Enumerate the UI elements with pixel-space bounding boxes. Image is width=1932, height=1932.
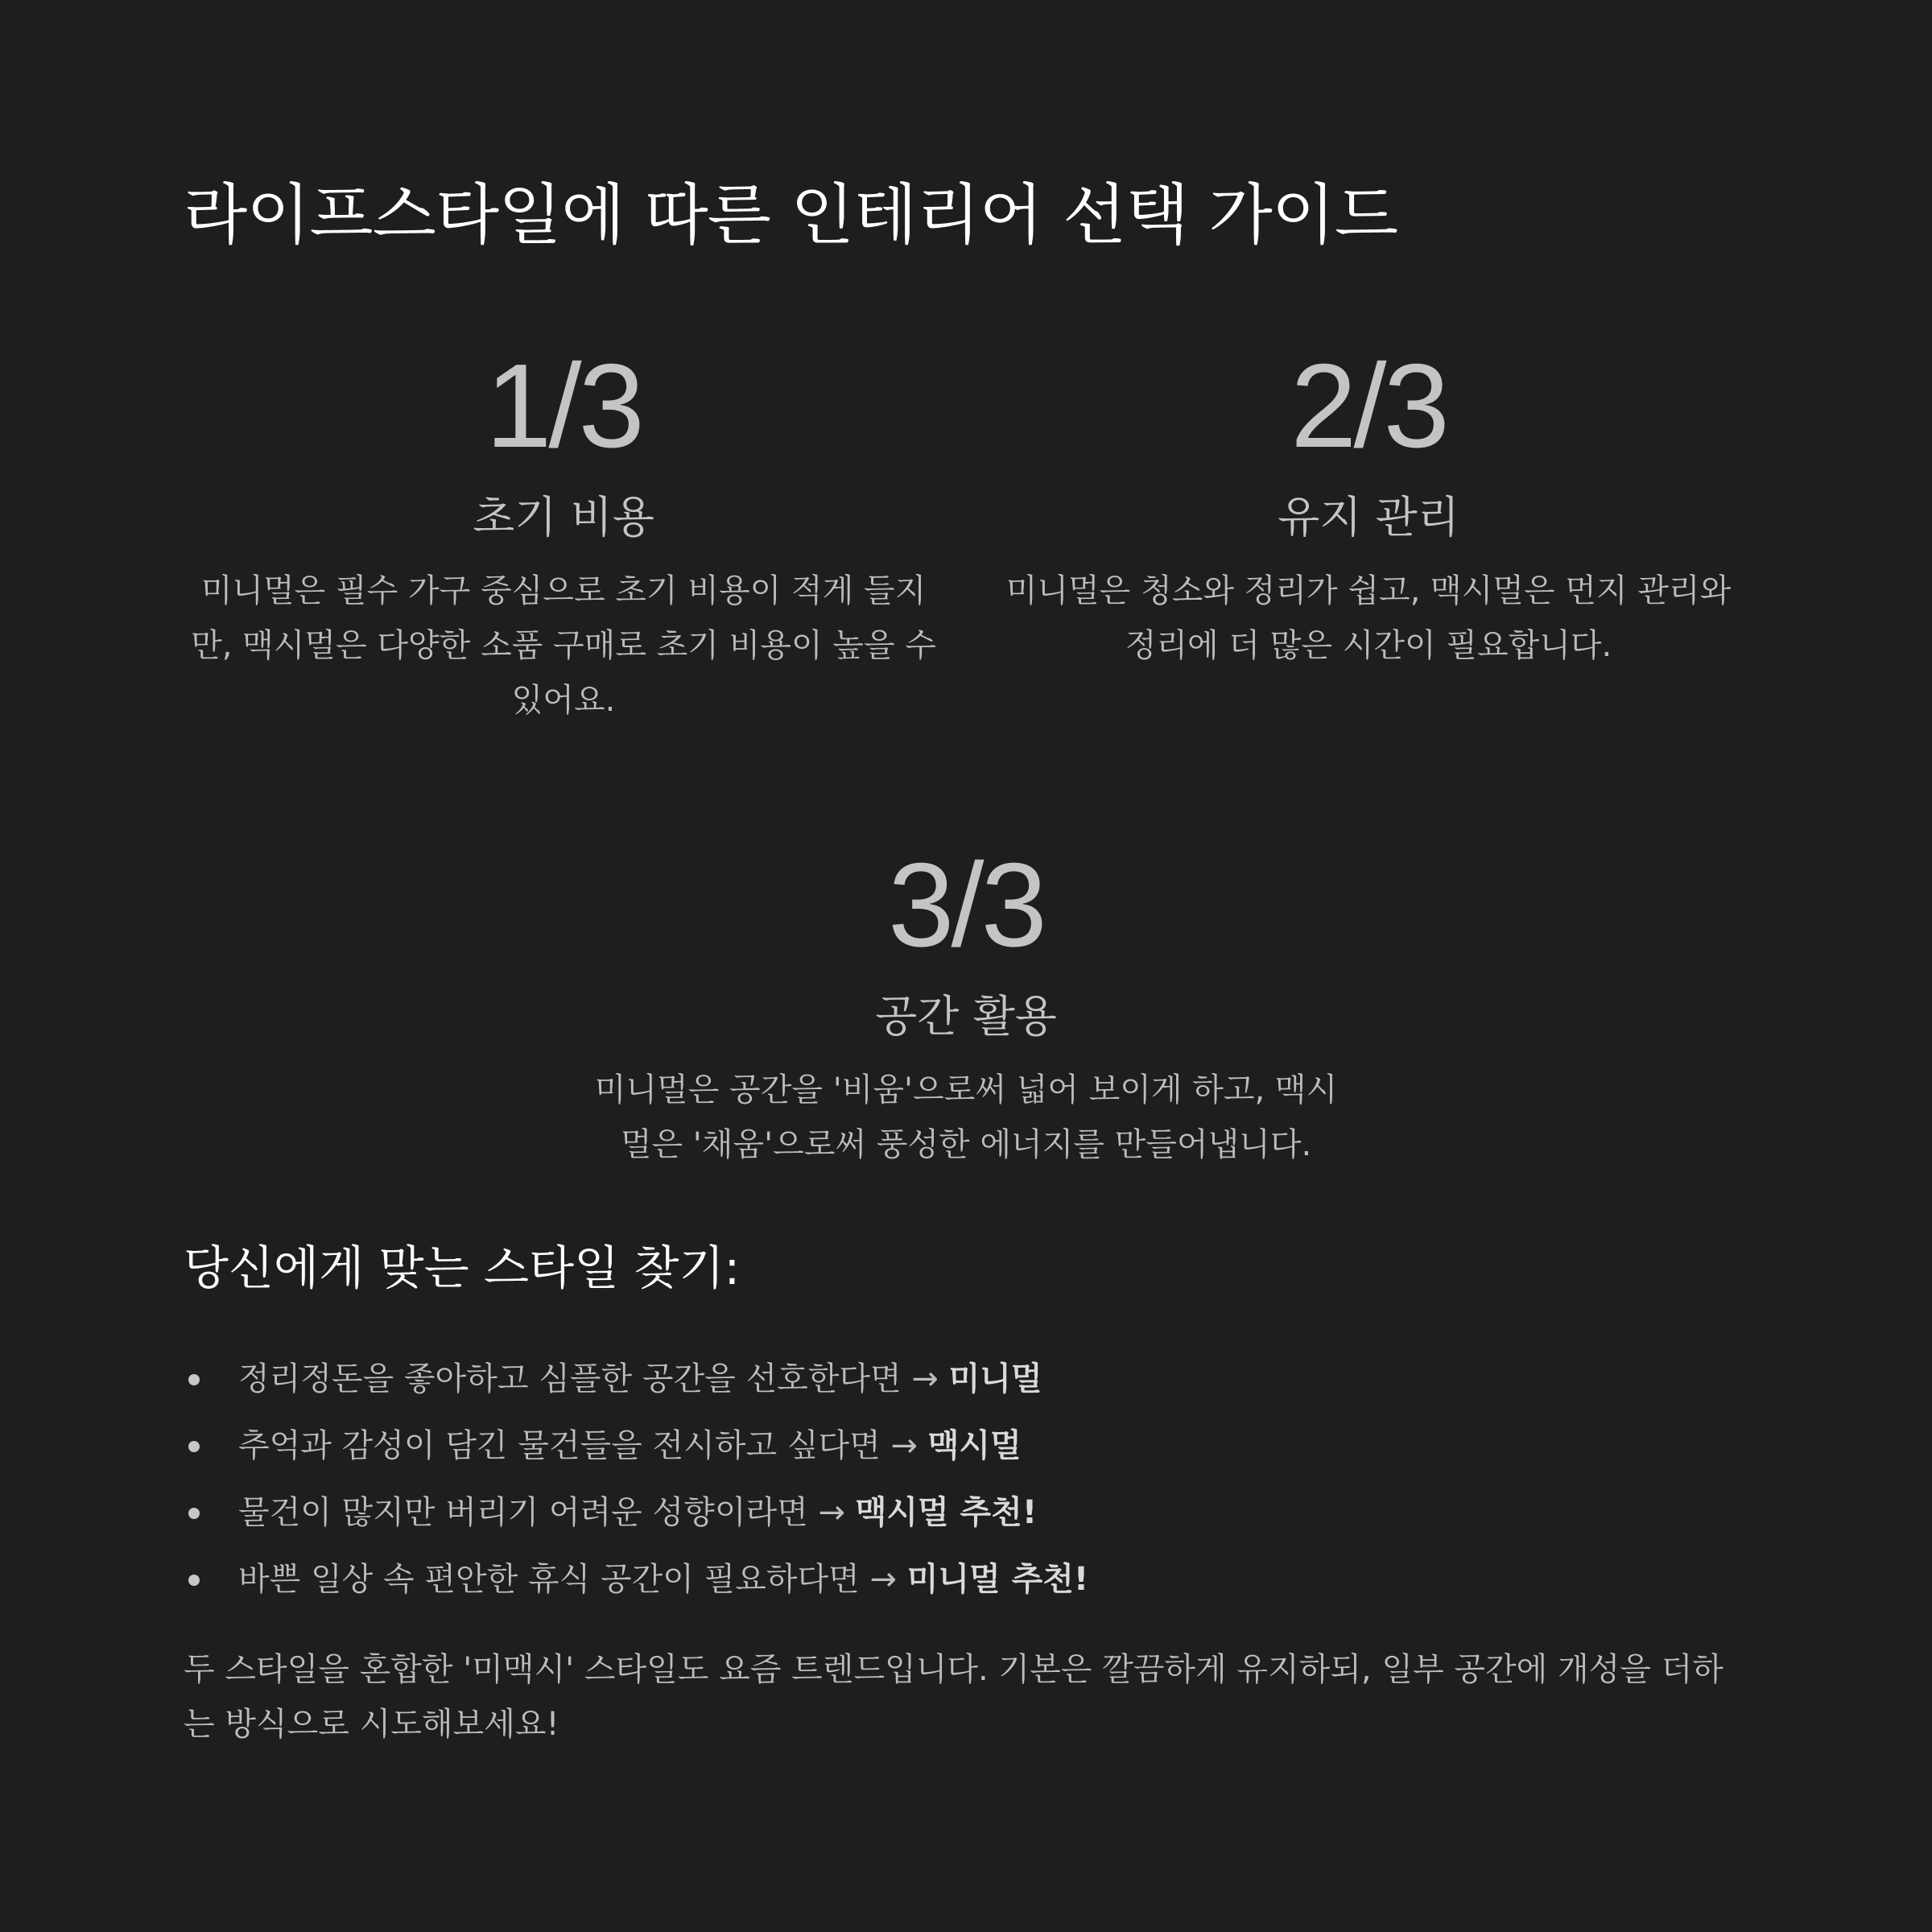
stat-description: 미니멀은 필수 가구 중심으로 초기 비용이 적게 들지만, 맥시멀은 다양한 소품 구매로 초기 비용이 높을 수 있어요. <box>191 572 936 719</box>
recommendation-condition: 추억과 감성이 담긴 물건들을 전시하고 싶다면 → <box>238 1427 928 1464</box>
stat-number: 3/3 <box>888 839 1044 972</box>
stat-label: 초기 비용 <box>473 492 654 543</box>
section-heading: 당신에게 맞는 스타일 찾기: <box>184 1241 741 1295</box>
closing-paragraph: 두 스타일을 혼합한 '미맥시' 스타일도 요즘 트렌드입니다. 기본은 깔끔하게 유지하되, 일부 공간에 개성을 더하는 방식으로 시도해보세요! <box>184 1651 1724 1743</box>
stat-description: 미니멀은 공간을 '비움'으로써 넓어 보이게 하고, 맥시멀은 '채움'으로써 풍성한 에너지를 만들어냅니다. <box>594 1071 1338 1163</box>
page-title: 라이프스타일에 따른 인테리어 선택 가이드 <box>184 177 1398 254</box>
list-item <box>184 1413 1748 1480</box>
stat-number: 1/3 <box>485 340 642 473</box>
recommendation-result: 미니멀 추천! <box>906 1561 1089 1598</box>
list-item <box>184 1346 1748 1413</box>
guide-page <box>184 0 1748 1932</box>
recommendation-condition: 정리정돈을 좋아하고 심플한 공간을 선호한다면 → <box>238 1360 949 1397</box>
recommendation-result: 맥시멀 <box>927 1427 1022 1464</box>
stat-label: 유지 관리 <box>1278 492 1459 543</box>
bullet-icon <box>188 1575 200 1586</box>
recommendation-list <box>184 1346 1748 1613</box>
bullet-icon <box>188 1441 200 1452</box>
recommendation-condition: 바쁜 일상 속 편안한 휴식 공간이 필요하다면 → <box>238 1561 907 1598</box>
bullet-icon <box>188 1374 200 1385</box>
recommendation-result: 맥시멀 추천! <box>855 1494 1038 1531</box>
list-item <box>184 1480 1748 1546</box>
stat-block-space-usage <box>564 837 1368 1172</box>
stat-block-maintenance <box>989 338 1748 673</box>
recommendation-condition: 물건이 많지만 버리기 어려운 성향이라면 → <box>238 1494 856 1531</box>
stat-label: 공간 활용 <box>875 991 1057 1042</box>
recommendation-result: 미니멀 <box>948 1360 1042 1397</box>
stat-description: 미니멀은 청소와 정리가 쉽고, 맥시멀은 먼지 관리와 정리에 더 많은 시간이 필요합니다. <box>1005 572 1732 664</box>
stat-block-initial-cost <box>184 338 943 728</box>
stat-number: 2/3 <box>1290 340 1447 473</box>
bullet-icon <box>188 1508 200 1519</box>
list-item <box>184 1546 1748 1613</box>
